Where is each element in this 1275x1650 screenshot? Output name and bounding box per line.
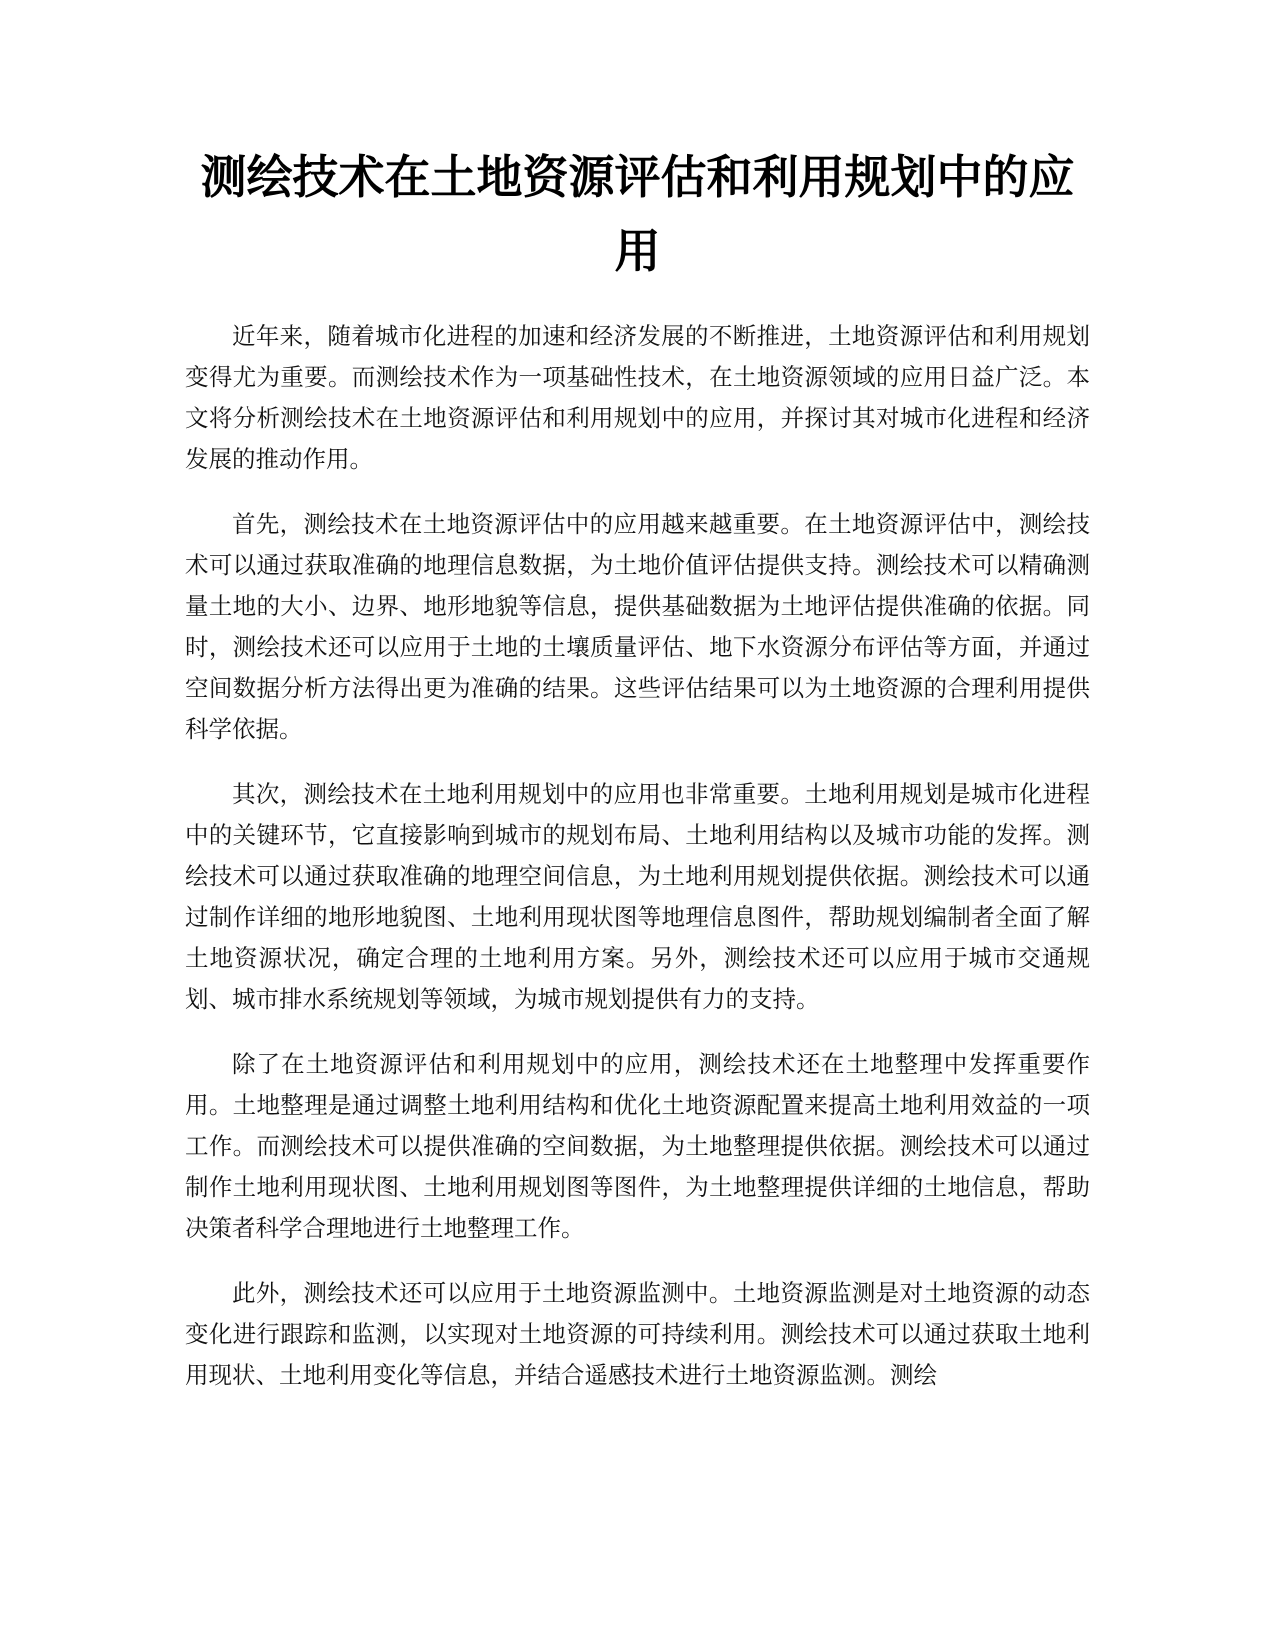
paragraph-4: 除了在土地资源评估和利用规划中的应用，测绘技术还在土地整理中发挥重要作用。土地整理是通过调整土地利用结构和优化土地资源配置来提高土地利用效益的一项工作。而测绘技术可以提供准确的空间数据，为土地整理提供依据。测绘技术可以通过制作土地利用现状图、土地利用规划图等图件，为土地整理提供详细的土地信息，帮助决策者科学合理地进行土地整理工作。 (185, 1050, 1090, 1242)
paragraph-5: 此外，测绘技术还可以应用于土地资源监测中。土地资源监测是对土地资源的动态变化进行跟踪和监测，以实现对土地资源的可持续利用。测绘技术可以通过获取土地利用现状、土地利用变化等信息，并结合遥感技术进行土地资源监测。测绘 (185, 1279, 1090, 1389)
paragraph-2: 首先，测绘技术在土地资源评估中的应用越来越重要。在土地资源评估中，测绘技术可以通过获取准确的地理信息数据，为土地价值评估提供支持。测绘技术可以精确测量土地的大小、边界、地形地貌等信息，提供基础数据为土地评估提供准确的依据。同时，测绘技术还可以应用于土地的土壤质量评估、地下水资源分布评估等方面，并通过空间数据分析方法得出更为准确的结果。这些评估结果可以为土地资源的合理利用提供科学依据。 (185, 510, 1090, 743)
paragraph-3: 其次，测绘技术在土地利用规划中的应用也非常重要。土地利用规划是城市化进程中的关键环节，它直接影响到城市的规划布局、土地利用结构以及城市功能的发挥。测绘技术可以通过获取准确的地理空间信息，为土地利用规划提供依据。测绘技术可以通过制作详细的地形地貌图、土地利用现状图等地理信息图件，帮助规划编制者全面了解土地资源状况，确定合理的土地利用方案。另外，测绘技术还可以应用于城市交通规划、城市排水系统规划等领域，为城市规划提供有力的支持。 (185, 780, 1090, 1013)
document-body (185, 316, 1090, 1420)
document-title: 测绘技术在土地资源评估和利用规划中的应用 (200, 150, 1075, 278)
paragraph-1: 近年来，随着城市化进程的加速和经济发展的不断推进，土地资源评估和利用规划变得尤为重要。而测绘技术作为一项基础性技术，在土地资源领域的应用日益广泛。本文将分析测绘技术在土地资源评估和利用规划中的应用，并探讨其对城市化进程和经济发展的推动作用。 (185, 322, 1090, 473)
